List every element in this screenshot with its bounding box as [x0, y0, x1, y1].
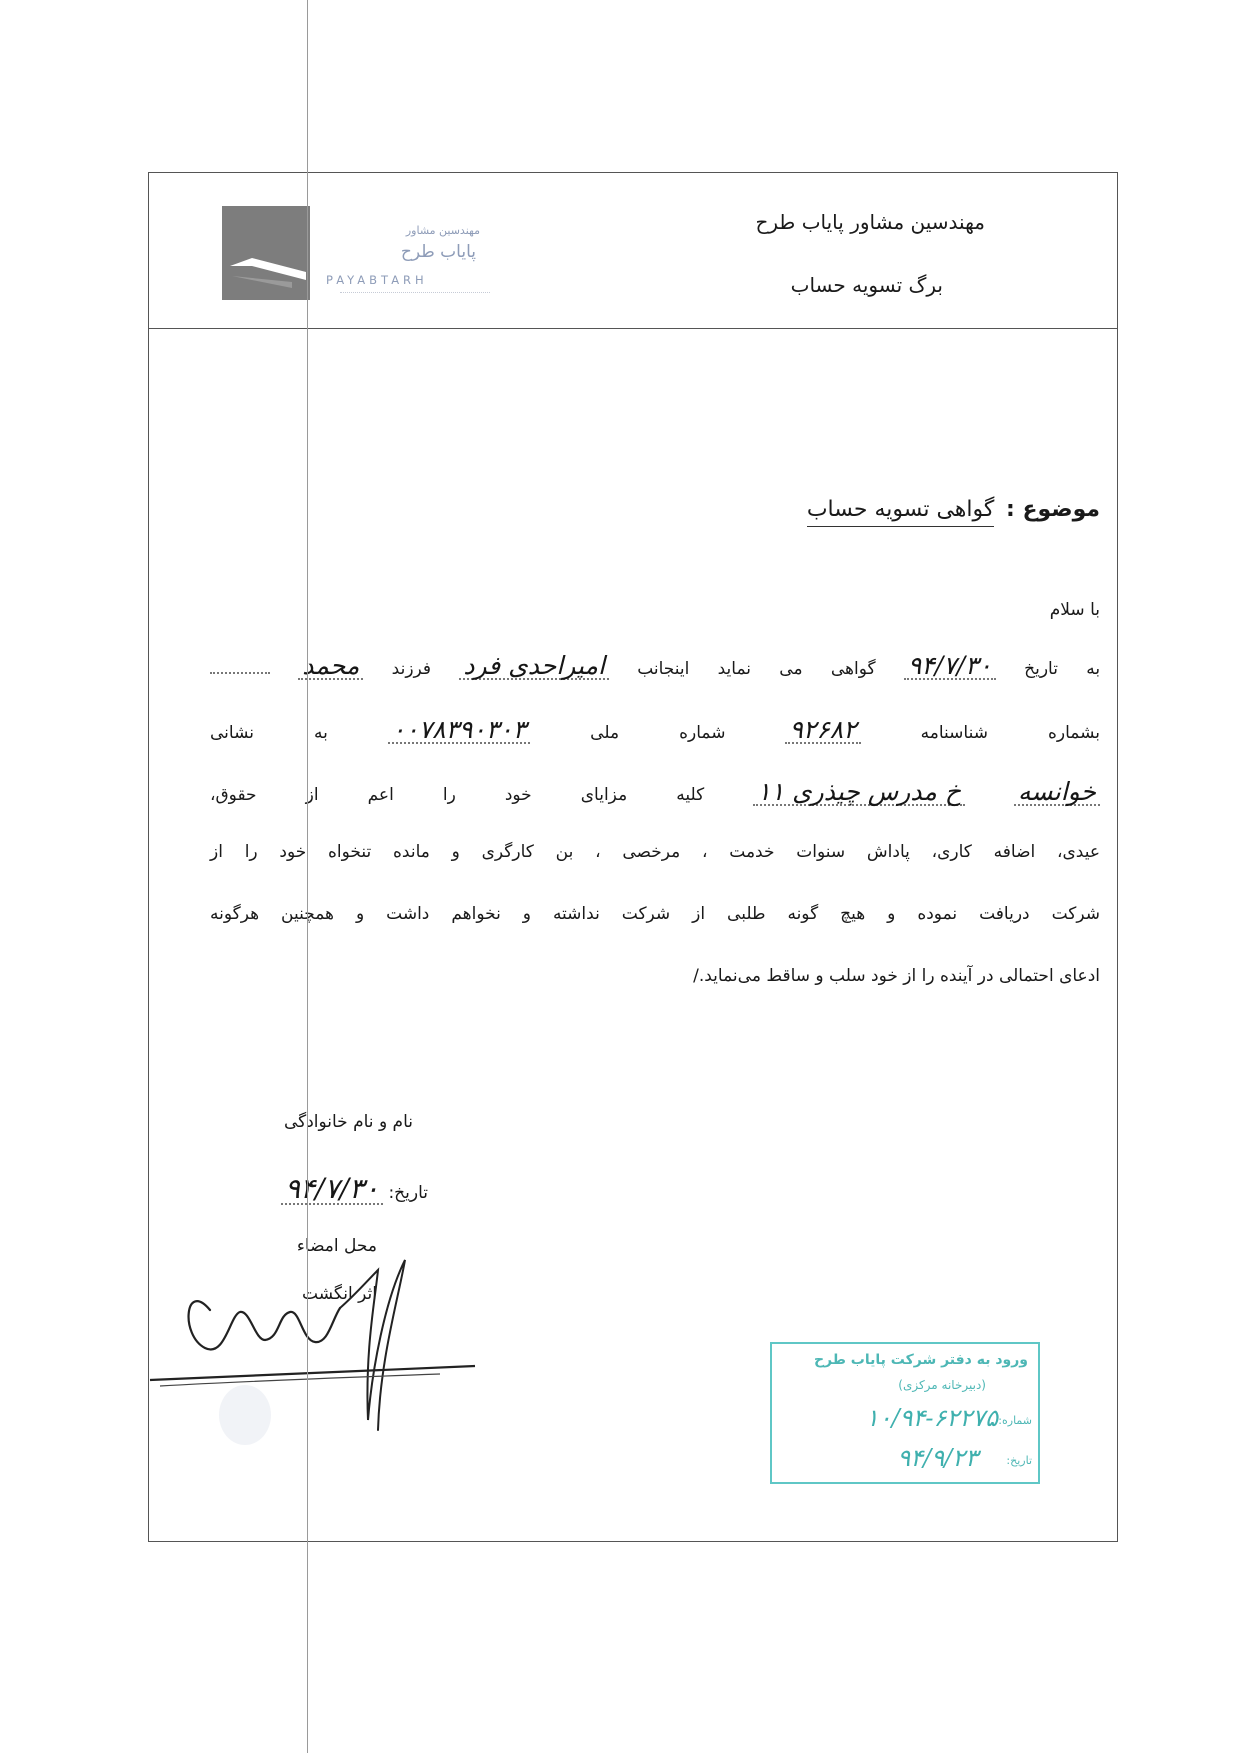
stamp-date-value: ۹۴/۹/۲۳ — [897, 1444, 978, 1472]
logo-tagline — [340, 292, 490, 293]
handwritten-name: امیراحدی فرد — [459, 653, 609, 680]
logo-text-small: مهندسین مشاور — [405, 224, 480, 237]
logo-text-fa: پایاب طرح — [400, 242, 476, 262]
logo-stripe-icon — [222, 206, 310, 300]
handwritten-signature — [140, 1240, 480, 1460]
header-divider — [148, 328, 1118, 329]
form-title: برگ تسویه حساب — [790, 273, 943, 297]
subject-value: گواهی تسویه حساب — [807, 497, 995, 527]
fingerprint-mark — [219, 1385, 271, 1445]
body-text-child-of: فرزند — [391, 659, 432, 679]
subject-line — [807, 497, 1100, 522]
body-line-6: ادعای احتمالی در آینده را از خود سلب و ساقط می‌نماید./ — [693, 966, 1100, 986]
stamp-title: ورود به دفتر شرکت پایاب طرح — [813, 1352, 1028, 1368]
stamp-number-label: شماره: — [998, 1414, 1032, 1427]
dotted-fill — [210, 672, 270, 674]
scan-artifact-line — [307, 0, 308, 1753]
handwritten-national-id: ۰۰۷۸۳۹۰۳۰۳ — [388, 717, 530, 744]
signature-name-label: نام و نام خانوادگی — [283, 1112, 413, 1132]
signature-place-label: محل امضاء — [296, 1236, 377, 1256]
body-text-national-id-label: شماره ملی — [590, 723, 726, 743]
stamp-date-label: تاریخ: — [1006, 1454, 1032, 1467]
signature-date-value: ۹۴/۷/۳۰ — [281, 1175, 383, 1205]
body-text-benefits: کلیه مزایای خود را اعم از حقوق، — [210, 785, 705, 805]
handwritten-address-prefix: خوانسه — [1014, 779, 1100, 806]
company-name: مهندسین مشاور پایاب طرح — [755, 210, 985, 234]
body-line-1 — [210, 653, 1100, 680]
body-text-address-label: به نشانی — [210, 723, 328, 743]
logo-text-en: PAYABTARH — [326, 273, 428, 287]
stamp-subtitle: (دبیرخانه مرکزی) — [898, 1378, 986, 1392]
body-text-id-label: بشماره شناسنامه — [920, 723, 1100, 743]
stamp-number-value: ۱۰/۹۴-۶۲۲۷۵ — [865, 1404, 998, 1432]
receipt-stamp — [770, 1342, 1040, 1484]
body-text-certify: گواهی می نماید اینجانب — [637, 659, 876, 679]
subject-label: موضوع : — [1006, 497, 1100, 522]
body-line-5: شرکت دریافت نموده و هیچ گونه طلبی از شرکت نداشته و نخواهم داشت و همچنین هرگونه — [210, 904, 1100, 924]
body-text-date-intro: به تاریخ — [1024, 659, 1101, 679]
body-line-4: عیدی، اضافه کاری، پاداش سنوات خدمت ، مرخصی ، بن کارگری و مانده تنخواه خود را از — [210, 842, 1100, 862]
handwritten-date: ۹۴/۷/۳۰ — [904, 653, 996, 680]
fingerprint-label: اثر انگشت — [302, 1284, 377, 1304]
body-line-3 — [210, 779, 1100, 806]
handwritten-father-name: محمد — [298, 653, 363, 680]
signature-date — [200, 1172, 428, 1205]
handwritten-address: خ مدرس چیذری ۱۱ — [753, 779, 965, 806]
handwritten-id-number: ۹۲۶۸۲ — [785, 717, 860, 744]
company-logo-mark — [222, 206, 310, 300]
greeting: با سلام — [1049, 600, 1100, 620]
signature-date-label: تاریخ: — [388, 1183, 428, 1203]
body-line-2 — [210, 717, 1100, 744]
